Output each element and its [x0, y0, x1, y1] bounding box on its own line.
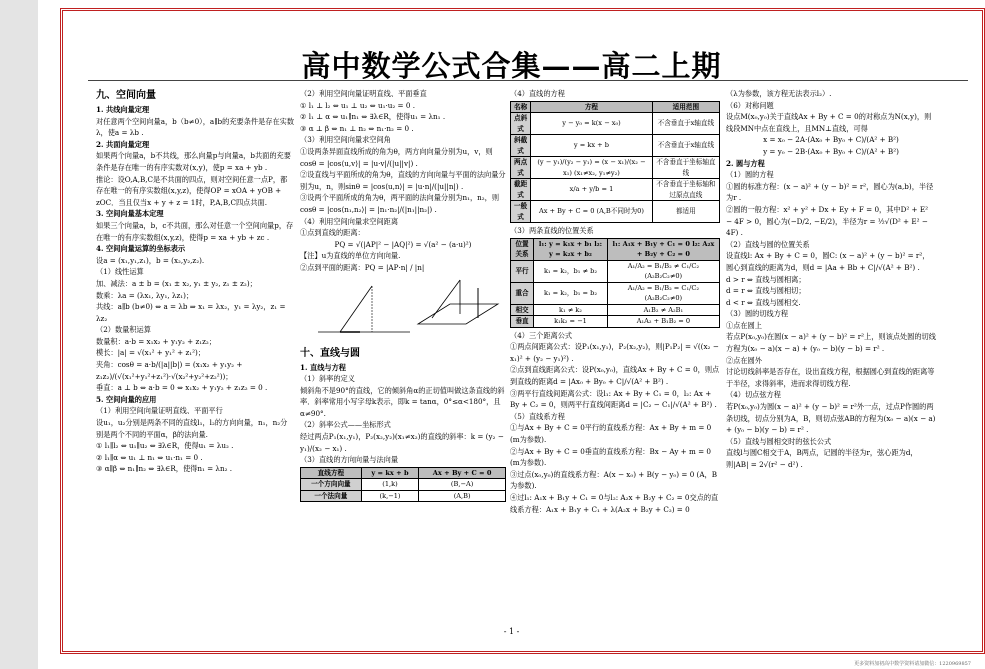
subsection-heading: 1. 共线向量定理	[96, 105, 150, 114]
paragraph: （4）利用空间向量求空间距离	[300, 216, 399, 226]
paragraph: 倾斜角不是90°的直线，它的倾斜角α的正切值叫做这条直线的斜率．斜率常用小写字母k表示，即k = tanα，0°≤α<180°，且α≠90°.	[300, 385, 505, 418]
paragraph: （2）直线与圆的位置关系	[726, 239, 810, 249]
table-header-cell: 方程	[531, 101, 653, 113]
table-cell: k₁ ≠ k₂	[534, 304, 608, 316]
formula-line: y = y₀ − 2B·(Ax₀ + By₀ + C)/(A² + B²)	[763, 146, 899, 156]
paragraph: （1）利用空间向量证明直线、平面平行	[96, 406, 223, 416]
table-cell: y − y₀ = k(x − x₀)	[531, 113, 653, 135]
paragraph: 设a = (x₁,y₁,z₁)，b = (x₂,y₂,z₂).	[96, 255, 205, 265]
table-cell: 不含垂直于x轴直线	[652, 113, 719, 135]
table-cell: 相交	[511, 304, 534, 316]
table-cell: A₁/A₂ = B₁/B₂ ≠ C₁/C₂ (A₂B₂C₂≠0)	[607, 260, 719, 282]
paragraph: ②圆的一般方程：x² + y² + Dx + Ey + F = 0，其中D² + E² − 4F > 0，圆心为(−D/2, −E/2)，半径为r = ½√(D² + E² − 4F) .	[726, 204, 928, 238]
paragraph: （2）斜率公式——坐标形式	[300, 420, 391, 430]
formula-line: PQ = √(|AP|² − |AQ|²) = √(a² − (a·u)²)	[334, 239, 472, 249]
paragraph: （4）直线的方程	[510, 89, 565, 98]
paragraph: 若点P(x₀,y₀)在圆(x − a)² + (y − b)² = r²上，则该点处圆的切线方程为(x₀ − a)(x − a) + (y₀ − b)(y − b) = r² .	[726, 332, 936, 354]
paragraph: 数乘：λa = (λx₁, λy₁, λz₁)；	[96, 290, 194, 300]
paragraph: 设点M(x₀,y₀)关于直线Ax + By + C = 0的对称点为N(x,y)，则线段MN中点在直线上，且MN⊥直线，可得	[726, 112, 932, 133]
paragraph: ②点到平面的距离：PQ = |AP·n| / |n|	[300, 262, 425, 272]
paragraph: ① l₁ ⊥ l₂ ⇔ u₁ ⊥ u₂ ⇔ u₁·u₂ = 0 .	[300, 100, 415, 110]
paragraph: （5）直线系方程	[510, 411, 565, 421]
document-page	[38, 0, 985, 669]
paragraph: ①两点间距离公式：设P₁(x₁,y₁)，P₂(x₂,y₂)，则|P₁P₂| = √((x₂ − x₁)² + (y₂ − y₁)²) .	[510, 342, 719, 363]
paragraph: ②设直线与平面所成的角为θ，直线的方向向量与平面的法向量分别为u，n，则sinθ = |cos⟨u,n⟩| = |u·n|/(|u||n|) .	[300, 170, 506, 191]
paragraph: ②点在圆外	[726, 355, 762, 365]
subsection-heading: 5. 空间向量的应用	[96, 394, 157, 404]
table-row	[511, 260, 720, 282]
subsection-heading: 2. 共面向量定理	[96, 139, 150, 149]
table-cell: 不含垂直于坐标轴直线	[652, 157, 719, 179]
paragraph: （2）利用空间向量证明直线、平面垂直	[300, 89, 427, 98]
table-cell: (k,−1)	[361, 490, 419, 502]
table-cell: k₁ = k₂，b₁ ≠ b₂	[534, 260, 608, 282]
paragraph: ③ α∥β ⇔ n₁∥n₂ ⇔ ∃λ∈R，使得n₁ = λn₂ .	[96, 464, 233, 474]
table-header-cell: l₁: A₁x + B₁y + C₁ = 0 l₂: A₂x + B₂y + C₂ = 0	[607, 238, 719, 260]
subsection-heading: 4. 空间向量运算的坐标表示	[96, 244, 186, 254]
table-cell: 一般式	[511, 201, 531, 223]
paragraph: 设u₁，u₂分别是两条不同的直线l₁，l₂的方向向量，n₁，n₂分别是两个不同的平面α，β的法向量.	[96, 418, 288, 439]
table-cell: 都适用	[652, 201, 719, 223]
paragraph: 若P(x₀,y₀)为圆(x − a)² + (y − b)² = r²外一点，过点P作圆的两条切线，切点分别为A，B，则切点弦AB的方程为(x₀ − a)(x − a) + (y₀ − b)(y − b) = r² .	[726, 402, 936, 435]
paragraph: 设直线l: Ax + By + C = 0，圆C: (x − a)² + (y − b)² = r²，圆心到直线的距离为d，则d = |Aa + Bb + C|/√(A² + B²) .	[726, 251, 930, 272]
table-cell: 斜截式	[511, 135, 531, 157]
subsection-heading: 2. 圆与方程	[726, 158, 765, 168]
table-row	[511, 157, 720, 179]
paragraph: ④过l₁: A₁x + B₁y + C₁ = 0与l₂: A₂x + B₂y + C₂ = 0交点的直线系方程：A₁x + B₁y + C₁ + λ(A₂x + B₂y + C₂) = 0	[510, 493, 719, 514]
paragraph: 数量积：a·b = x₁x₂ + y₁y₂ + z₁z₂；	[96, 336, 216, 346]
table-row	[511, 135, 720, 157]
paragraph: 【注】u为直线的单位方向向量.	[300, 251, 401, 261]
paragraph: 讨论切线斜率是否存在，设出直线方程，根据圆心到直线的距离等于半径，求得斜率，进而求得切线方程.	[726, 367, 935, 388]
paragraph: （3）利用空间向量求空间角	[300, 135, 391, 145]
table-cell: x/a + y/b = 1	[531, 179, 653, 201]
table-header-cell: 位置关系	[511, 238, 534, 260]
table-cell: 截距式	[511, 179, 531, 201]
paragraph: d < r ⇔ 直线与圆相交.	[726, 297, 801, 307]
page-number: - 1 -	[503, 627, 520, 636]
section-heading: 十、直线与圆	[300, 347, 360, 359]
paragraph: （3）圆的切线方程	[726, 309, 789, 319]
table-cell: 不含垂直于x轴直线	[652, 135, 719, 157]
subsection-heading: 3. 空间向量基本定理	[96, 209, 164, 219]
table-cell: 垂直	[511, 316, 534, 328]
paragraph: （λ为参数，该方程无法表示l₂）.	[726, 89, 832, 98]
paragraph: 共线：a∥b (b≠0) ⇔ a = λb ⇒ x₁ = λx₂，y₁ = λy₂，z₁ = λz₂	[96, 302, 286, 323]
formula-line: x = x₀ − 2A·(Ax₀ + By₀ + C)/(A² + B²)	[763, 135, 899, 145]
table-row	[511, 201, 720, 223]
paragraph: （1）圆的方程	[726, 170, 774, 180]
paragraph: 经过两点P₁(x₁,y₁)，P₂(x₂,y₂)(x₁≠x₂)的直线的斜率：k = (y₂ − y₁)/(x₂ − x₁) .	[300, 432, 504, 453]
table-cell: (B,−A)	[419, 479, 506, 491]
page-title: 高中数学公式合集——高二上期	[301, 49, 722, 83]
table-row	[301, 490, 506, 502]
distance-diagrams	[300, 274, 506, 346]
table-header-cell: 名称	[511, 101, 531, 113]
paragraph: （3）两条直线的位置关系	[510, 226, 594, 236]
table-header-cell: Ax + By + C = 0	[419, 467, 506, 479]
table-header-cell: 直线方程	[301, 467, 362, 479]
table-cell: 一个法向量	[301, 490, 362, 502]
section-heading: 九、空间向量	[96, 90, 156, 101]
paragraph: ①点在圆上	[726, 320, 762, 330]
paragraph: ③ α ⊥ β ⇔ n₁ ⊥ n₂ ⇔ n₁·n₂ = 0 .	[300, 123, 414, 133]
table-cell: k₁k₂ = −1	[534, 316, 608, 328]
watermark: 更多资料加初高中数学资料请加微信：1220969857	[854, 661, 971, 667]
paragraph: ② l₁ ⊥ α ⇔ u₁∥n₁ ⇔ ∃λ∈R，使得u₁ = λn₁ .	[300, 112, 446, 122]
paragraph: 对任意两个空间向量a，b（b≠0），a∥b的充要条件是存在实数λ，使a = λb .	[96, 116, 295, 138]
paragraph: ①与Ax + By + C = 0平行的直线系方程：Ax + By + m = 0 (m为参数).	[510, 423, 712, 445]
paragraph: （2）数量积运算	[96, 325, 151, 335]
paragraph: 模长：|a| = √(x₁² + y₁² + z₁²)；	[96, 348, 206, 358]
table-cell: (A,B)	[419, 490, 506, 502]
paragraph: 直线l与圆C相交于A，B两点，记圆的半径为r，弦心距为d，则|AB| = 2√(r² − d²) .	[726, 448, 918, 469]
table-cell: A₁B₂ ≠ A₂B₁	[607, 304, 719, 316]
paragraph: ③两平行直线间距离公式：设l₁: Ax + By + C₁ = 0，l₂: Ax + By + C₂ = 0，则两平行直线间距离d = |C₂ − C₁|/√(A² + B²) .	[510, 388, 717, 410]
paragraph: （1）斜率的定义	[300, 374, 355, 384]
table-row	[511, 179, 720, 201]
table-row	[301, 479, 506, 491]
table-cell: A₁/A₂ = B₁/B₂ = C₁/C₂ (A₂B₂C₂≠0)	[607, 282, 719, 304]
paragraph: 推论：设O,A,B,C是不共面的四点，则对空间任意一点P，都存在唯一的有序实数组(x,y,z)，使得OP = xOA + yOB + zOC．当且仅当x + y + z = 1时，P,A,B,C四点共面.	[96, 174, 288, 207]
column-1	[96, 88, 294, 475]
direction-vector-table	[300, 467, 506, 503]
title-divider	[88, 80, 968, 81]
distance-figure-svg	[300, 274, 506, 346]
table-header-cell: y = kx + b	[361, 467, 419, 479]
paragraph: 加、减法：a ± b = (x₁ ± x₂, y₁ ± y₂, z₁ ± z₂)；	[96, 278, 257, 288]
table-cell: (1,k)	[361, 479, 419, 491]
column-3	[510, 88, 720, 515]
table-cell: A₁A₂ + B₁B₂ = 0	[607, 316, 719, 328]
paragraph: ①设两条异面直线所成的角为θ，两方向向量分别为u，v，则cosθ = |cos⟨u,v⟩| = |u·v|/(|u||v|) .	[300, 146, 493, 168]
paragraph: d > r ⇔ 直线与圆相离；	[726, 274, 806, 284]
subsection-heading: 1. 直线与方程	[300, 362, 346, 372]
table-cell: 不含垂直于坐标轴和过原点直线	[652, 179, 719, 201]
table-cell: 点斜式	[511, 113, 531, 135]
table-cell: (y − y₁)/(y₂ − y₁) = (x − x₁)/(x₂ − x₁) (x₁≠x₂, y₁≠y₂)	[531, 157, 653, 179]
paragraph: d = r ⇔ 直线与圆相切；	[726, 286, 806, 296]
table-header-cell: 适用范围	[652, 101, 719, 113]
paragraph: ②与Ax + By + C = 0垂直的直线系方程：Bx − Ay + m = 0 (m为参数).	[510, 446, 711, 468]
paragraph: （4）切点弦方程	[726, 390, 781, 400]
paragraph: （5）直线与圆相交时的弦长公式	[726, 436, 832, 446]
table-cell: y = kx + b	[531, 135, 653, 157]
table-row	[511, 113, 720, 135]
table-cell: 平行	[511, 260, 534, 282]
table-row	[511, 282, 720, 304]
column-4	[726, 88, 936, 471]
paragraph: 垂直：a ⊥ b ⇔ a·b = 0 ⇔ x₁x₂ + y₁y₂ + z₁z₂ = 0 .	[96, 383, 268, 393]
paragraph: 如果两个向量a，b不共线，那么向量p与向量a，b共面的充要条件是存在唯一的有序实数对(x,y)，使p = xa + yb .	[96, 151, 291, 172]
paragraph: （6）对称问题	[726, 100, 774, 110]
line-position-table	[510, 238, 720, 328]
paragraph: ① l₁∥l₂ ⇔ u₁∥u₂ ⇔ ∃λ∈R，使得u₁ = λu₂ .	[96, 441, 234, 451]
paragraph: 夹角：cosθ = a·b/(|a||b|) = (x₁x₂ + y₁y₂ + z₁z₂)/(√(x₁²+y₁²+z₁²)·√(x₂²+y₂²+z₂²))；	[96, 360, 243, 381]
table-cell: k₁ = k₂，b₁ = b₂	[534, 282, 608, 304]
paragraph: 如果三个向量a，b，c不共面，那么对任意一个空间向量p，存在唯一的有序实数组(x,y,z)，使得p = xa + yb + zc .	[96, 220, 294, 242]
table-header-cell: l₁: y = k₁x + b₁ l₂: y = k₂x + b₂	[534, 238, 608, 260]
viewer-margin	[0, 0, 38, 669]
paragraph: ②点到直线距离公式：设P(x₀,y₀)，直线Ax + By + C = 0，则点到直线的距离d = |Ax₀ + By₀ + C|/√(A² + B²) .	[510, 365, 720, 387]
paragraph: ①点到直线的距离：	[300, 228, 365, 238]
paragraph: ①圆的标准方程：(x − a)² + (y − b)² = r²，圆心为(a,b)，半径为r .	[726, 181, 934, 203]
paragraph: ③过点(x₀,y₀)的直线系方程：A(x − x₀) + B(y − y₀) = 0 (A，B为参数).	[510, 469, 718, 491]
paragraph: ② l₁∥α ⇔ u₁ ⊥ n₁ ⇔ u₁·n₁ = 0 .	[96, 452, 203, 462]
line-equation-table	[510, 101, 720, 224]
column-2	[300, 88, 506, 504]
paragraph: ③设两个平面所成的角为θ，两平面的法向量分别为n₁，n₂，则cosθ = |cos⟨n₁,n₂⟩| = |n₁·n₂|/(|n₁||n₂|) .	[300, 193, 500, 214]
paragraph: （3）直线的方向向量与法向量	[300, 455, 399, 465]
table-cell: Ax + By + C = 0 (A,B不同时为0)	[531, 201, 653, 223]
table-cell: 一个方向向量	[301, 479, 362, 491]
paragraph: （1）线性运算	[96, 267, 144, 277]
table-row	[511, 316, 720, 328]
table-row	[511, 304, 720, 316]
table-cell: 两点式	[511, 157, 531, 179]
paragraph: （4）三个距离公式	[510, 330, 573, 340]
table-cell: 重合	[511, 282, 534, 304]
